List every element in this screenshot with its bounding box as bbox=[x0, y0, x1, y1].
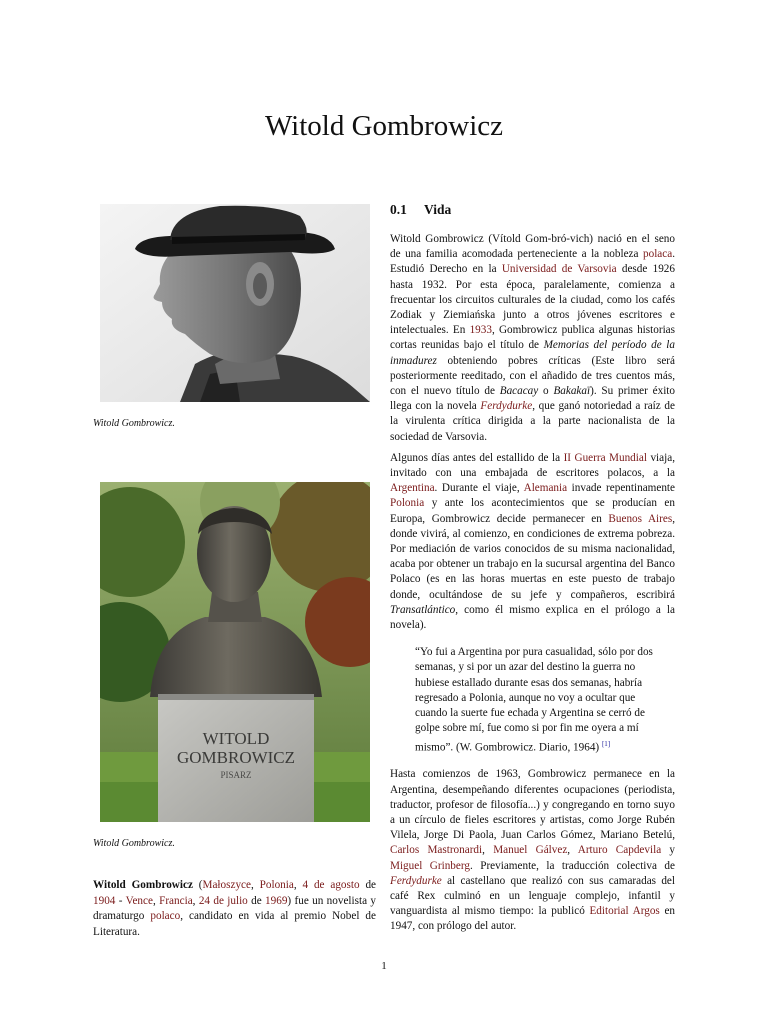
text: , bbox=[482, 844, 494, 857]
link-miguel-grinberg[interactable]: Miguel Grinberg bbox=[390, 859, 470, 872]
link-24-de-julio[interactable]: 24 de julio bbox=[198, 894, 248, 907]
link-argentina[interactable]: Argentina bbox=[390, 482, 435, 495]
text: Hasta comienzos de 1963, Gombrowicz permanece en la Argentina, desempeñando diferentes ocupaciones (periodista, traductor, profesor de filosofía...) y congregando en torno suyo a un círculo de fieles escritores y artistas, como Jorge Rubén Vilela, Jorge Di Paola, Juan Carlos Gómez, Mariano Betelú, bbox=[390, 768, 675, 842]
text: y bbox=[661, 844, 676, 857]
text: Algunos días antes del estallido de la bbox=[390, 451, 564, 464]
text: , bbox=[293, 879, 303, 891]
text: desde 1926 hasta 1932. Por esta época, paralelamente, comienza a frecuentar los circuitos culturales de la ciudad, como los cafés Zodiak y Ziemiańska junto a otros jóvenes escritores e intelectuales. En bbox=[390, 263, 675, 337]
paragraph-2 bbox=[390, 451, 675, 633]
figure-caption: Witold Gombrowicz. bbox=[93, 838, 175, 849]
text: . Previamente, la traducción colectiva de bbox=[469, 859, 675, 872]
link-polaco[interactable]: polaco bbox=[150, 910, 181, 922]
link-polaca[interactable]: polaca bbox=[643, 248, 673, 261]
text: , candidato en vida al premio Nobel de Literatura. bbox=[93, 910, 376, 938]
section-title: Vida bbox=[424, 202, 452, 217]
text: ( bbox=[192, 879, 203, 891]
lead-paragraph bbox=[93, 878, 376, 940]
text: , como él mismo explica en el prólogo a la novela). bbox=[390, 603, 675, 632]
text: ) fue un novelista y dramaturgo bbox=[93, 894, 377, 922]
bust-statue-photo bbox=[100, 482, 370, 822]
subject-name: Witold Gombrowicz bbox=[93, 879, 193, 891]
link-ferdydurke[interactable]: Ferdydurke bbox=[480, 400, 533, 413]
block-quote bbox=[415, 645, 667, 755]
text: - bbox=[115, 894, 126, 907]
link-polonia[interactable]: Polonia bbox=[390, 497, 425, 510]
section-heading bbox=[390, 202, 675, 218]
text: y ante los acontecimientos que se producían en Europa, Gombrowicz decide permanecer en bbox=[390, 497, 675, 525]
link-maloszyce[interactable]: Małoszyce bbox=[202, 879, 251, 891]
portrait-photo bbox=[100, 204, 370, 402]
text: ). Su primer éxito llega con la novela bbox=[390, 385, 676, 413]
link-carlos-mastronardi[interactable]: Carlos Mastronardi bbox=[390, 844, 483, 857]
link-manuel-galvez[interactable]: Manuel Gálvez bbox=[493, 844, 568, 857]
text: . Durante el viaje, bbox=[434, 482, 524, 495]
link-vence[interactable]: Vence bbox=[125, 894, 153, 907]
link-ii-guerra-mundial[interactable]: II Guerra Mundial bbox=[563, 451, 647, 464]
link-editorial-argos[interactable]: Editorial Argos bbox=[589, 905, 660, 918]
quote-text: “Yo fui a Argentina por pura casualidad, sólo por dos semanas, y si por un azar del destino la guerra no hubiese estallado durante esas dos semanas, habría regresado a Polonia, aunque no voy a ocultar que cuando la suerte fue echada y Argentina se cerró de golpe sobre mí, fue como si por fin me oyera a mí mismo”. (W. Gombrowicz. Diario, 1964) bbox=[415, 646, 653, 754]
link-1933[interactable]: 1933 bbox=[469, 324, 492, 337]
paragraph-1 bbox=[390, 232, 675, 445]
text: invade repentinamente bbox=[567, 482, 675, 495]
text: , donde vivirá, al comienzo, en condiciones de extrema pobreza. Por mediación de varios conocidos de su misma nacionalidad, acaba por obtener un trabajo en la sucursal argentina del Banco Polaco (es en las horas muertas en este puesto de trabajo donde, ocultándose de su jefe y compañeros, escribirá bbox=[390, 512, 675, 601]
plinth-line-3: PISARZ bbox=[220, 770, 252, 780]
right-column bbox=[390, 202, 675, 941]
text: viaja, invitado con una embajada de escritores polacos, a la bbox=[390, 451, 675, 480]
text: , bbox=[192, 894, 199, 907]
plinth-line-2: GOMBROWICZ bbox=[176, 748, 296, 767]
text: , bbox=[152, 894, 160, 907]
text: , bbox=[567, 844, 578, 857]
text: Witold Gombrowicz (Vítold Gom-bró-vich) nació en el seno de una familia acomodada perteneciente a la nobleza bbox=[390, 233, 675, 261]
text: o bbox=[538, 385, 554, 398]
text: , que ganó notoriedad a raíz de la virulenta crítica dirigida a la parte nacionalista de la sociedad de Varsovia. bbox=[390, 400, 675, 443]
book-title: Transatlántico bbox=[390, 603, 456, 616]
link-universidad-de-varsovia[interactable]: Universidad de Varsovia bbox=[501, 263, 617, 276]
link-alemania[interactable]: Alemania bbox=[523, 482, 568, 495]
text: al castellano que realizó con sus camaradas del café Rex culminó en un lenguaje complejo, infantil y vanguardista al mismo tiempo: la publicó bbox=[390, 874, 675, 918]
text: de bbox=[359, 879, 376, 891]
figure-caption: Witold Gombrowicz. bbox=[93, 418, 175, 429]
link-ferdydurke[interactable]: Ferdydurke bbox=[390, 874, 442, 887]
book-title: Memorias del período de la inmadurez bbox=[390, 339, 675, 367]
plinth-line-1: WITOLD bbox=[202, 729, 270, 748]
link-polonia[interactable]: Polonia bbox=[259, 879, 294, 891]
text: . Estudió Derecho en la bbox=[390, 248, 675, 276]
link-buenos-aires[interactable]: Buenos Aires bbox=[608, 512, 673, 525]
reference-link[interactable]: [1] bbox=[601, 739, 611, 748]
link-4-de-agosto[interactable]: 4 de agosto bbox=[302, 879, 360, 891]
link-francia[interactable]: Francia bbox=[159, 894, 193, 907]
book-title: Bacacay bbox=[499, 385, 539, 398]
paragraph-3 bbox=[390, 767, 675, 934]
book-title: Bakakaï bbox=[553, 385, 591, 398]
page-number: 1 bbox=[381, 960, 387, 972]
text: de bbox=[247, 894, 266, 907]
text: obteniendo pobres críticas (Este libro será posteriormente reeditado, con el añadido de tres cuentos más, con el nuevo título de bbox=[390, 354, 675, 398]
text: en 1947, con prólogo del autor. bbox=[390, 905, 675, 933]
section-number: 0.1 bbox=[390, 202, 407, 217]
link-1969[interactable]: 1969 bbox=[265, 894, 288, 907]
text: , bbox=[250, 879, 260, 891]
page-title: Witold Gombrowicz bbox=[264, 110, 504, 142]
text: , Gombrowicz publica algunas historias cortas reunidas bajo el título de bbox=[390, 324, 675, 352]
link-1904[interactable]: 1904 bbox=[93, 894, 116, 907]
link-arturo-capdevila[interactable]: Arturo Capdevila bbox=[577, 844, 662, 857]
